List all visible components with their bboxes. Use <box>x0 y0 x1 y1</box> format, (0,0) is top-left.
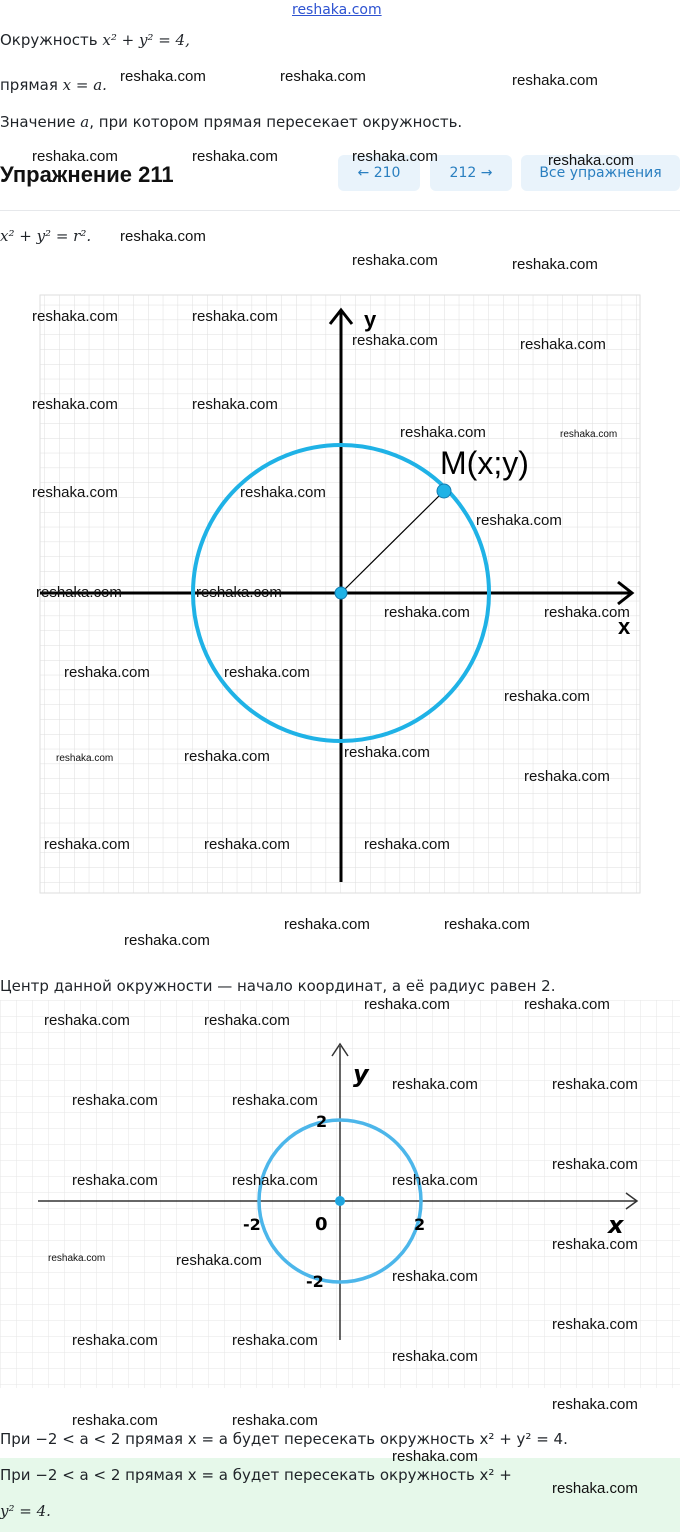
circle-equation: x² + y² = 4, <box>102 31 190 49</box>
watermark: reshaka.com <box>56 753 114 764</box>
watermark: reshaka.com <box>204 836 290 853</box>
watermark: reshaka.com <box>280 68 366 85</box>
watermark: reshaka.com <box>544 604 630 621</box>
watermark: reshaka.com <box>392 1172 478 1189</box>
watermark: reshaka.com <box>552 1156 638 1173</box>
arrow-right-icon: → <box>480 165 493 181</box>
watermark: reshaka.com <box>552 1316 638 1333</box>
watermark: reshaka.com <box>400 424 486 441</box>
line-equation: x = a. <box>62 76 107 94</box>
watermark: reshaka.com <box>384 604 470 621</box>
watermark: reshaka.com <box>44 836 130 853</box>
watermark: reshaka.com <box>524 996 610 1013</box>
watermark: reshaka.com <box>512 256 598 273</box>
watermark: reshaka.com <box>552 1480 638 1497</box>
point-m <box>437 484 451 498</box>
watermark: reshaka.com <box>32 484 118 501</box>
watermark: reshaka.com <box>552 1236 638 1253</box>
x-axis-label-2: x <box>608 1211 624 1239</box>
watermark: reshaka.com <box>232 1412 318 1429</box>
watermark: reshaka.com <box>72 1412 158 1429</box>
solution-description: Центр данной окружности — начало координат, а её радиус равен 2. <box>0 977 556 995</box>
watermark: reshaka.com <box>344 744 430 761</box>
origin-point <box>335 1196 345 1206</box>
next-label: 212 <box>449 165 477 181</box>
watermark: reshaka.com <box>392 1076 478 1093</box>
y-axis-label: y <box>364 307 377 332</box>
watermark: reshaka.com <box>176 1252 262 1269</box>
circle-word: Окружность <box>0 31 98 49</box>
answer-line-1: При −2 < a < 2 прямая x = a будет пересекать окружность x² + <box>0 1466 512 1484</box>
problem-line-2 <box>0 76 107 94</box>
watermark: reshaka.com <box>512 72 598 89</box>
tick-neg-y: -2 <box>306 1272 324 1291</box>
watermark: reshaka.com <box>240 484 326 501</box>
watermark: reshaka.com <box>124 932 210 949</box>
watermark: reshaka.com <box>232 1092 318 1109</box>
all-exercises-button[interactable]: Все упражнения <box>521 155 680 191</box>
y-axis-label-2: y <box>353 1060 369 1088</box>
center-point <box>335 587 347 599</box>
watermark: reshaka.com <box>524 768 610 785</box>
problem-line-3 <box>0 113 462 131</box>
watermark: reshaka.com <box>192 396 278 413</box>
watermark: reshaka.com <box>36 584 122 601</box>
watermark: reshaka.com <box>72 1092 158 1109</box>
site-link[interactable]: reshaka.com <box>292 2 382 18</box>
watermark: reshaka.com <box>32 396 118 413</box>
watermark: reshaka.com <box>232 1172 318 1189</box>
watermark: reshaka.com <box>232 1332 318 1349</box>
watermark: reshaka.com <box>476 512 562 529</box>
watermark: reshaka.com <box>32 148 118 165</box>
next-exercise-button[interactable] <box>430 155 512 191</box>
question-text: , при котором прямая пересекает окружность. <box>89 113 463 131</box>
watermark: reshaka.com <box>548 152 634 169</box>
watermark: reshaka.com <box>352 148 438 165</box>
conclusion-text: При −2 < a < 2 прямая x = a будет пересекать окружность x² + y² = 4. <box>0 1430 568 1448</box>
watermark: reshaka.com <box>392 1268 478 1285</box>
tick-neg-x: -2 <box>243 1215 261 1234</box>
exercise-title: Упражнение 211 <box>0 162 174 187</box>
watermark: reshaka.com <box>120 228 206 245</box>
line-word: прямая <box>0 76 58 94</box>
watermark: reshaka.com <box>352 252 438 269</box>
arrow-left-icon: ← <box>357 165 370 181</box>
watermark: reshaka.com <box>504 688 590 705</box>
tick-pos-y: 2 <box>316 1112 328 1131</box>
watermark: reshaka.com <box>552 1076 638 1093</box>
watermark: reshaka.com <box>392 1348 478 1365</box>
problem-line-1 <box>0 31 190 49</box>
watermark: reshaka.com <box>560 429 618 440</box>
x-axis-label: x <box>618 614 631 639</box>
var-a: a <box>80 113 90 131</box>
watermark: reshaka.com <box>364 996 450 1013</box>
tick-pos-x: 2 <box>414 1215 426 1234</box>
watermark: reshaka.com <box>552 1396 638 1413</box>
watermark: reshaka.com <box>444 916 530 933</box>
origin-label: 0 <box>315 1214 328 1235</box>
watermark: reshaka.com <box>120 68 206 85</box>
watermark: reshaka.com <box>72 1332 158 1349</box>
watermark: reshaka.com <box>72 1172 158 1189</box>
watermark: reshaka.com <box>64 664 150 681</box>
watermark: reshaka.com <box>224 664 310 681</box>
point-m-label: M(x;y) <box>440 445 529 481</box>
watermark: reshaka.com <box>520 336 606 353</box>
watermark: reshaka.com <box>284 916 370 933</box>
watermark: reshaka.com <box>352 332 438 349</box>
header-divider <box>0 210 680 211</box>
value-word: Значение <box>0 113 76 131</box>
watermark: reshaka.com <box>196 584 282 601</box>
watermark: reshaka.com <box>32 308 118 325</box>
watermark: reshaka.com <box>184 748 270 765</box>
watermark: reshaka.com <box>192 148 278 165</box>
answer-line-2: y² = 4. <box>0 1502 51 1520</box>
general-circle-equation: x² + y² = r². <box>0 227 92 245</box>
prev-label: 210 <box>373 165 401 181</box>
watermark: reshaka.com <box>364 836 450 853</box>
watermark: reshaka.com <box>204 1012 290 1029</box>
watermark: reshaka.com <box>44 1012 130 1029</box>
watermark: reshaka.com <box>192 308 278 325</box>
watermark: reshaka.com <box>48 1253 106 1264</box>
watermark: reshaka.com <box>392 1448 478 1465</box>
